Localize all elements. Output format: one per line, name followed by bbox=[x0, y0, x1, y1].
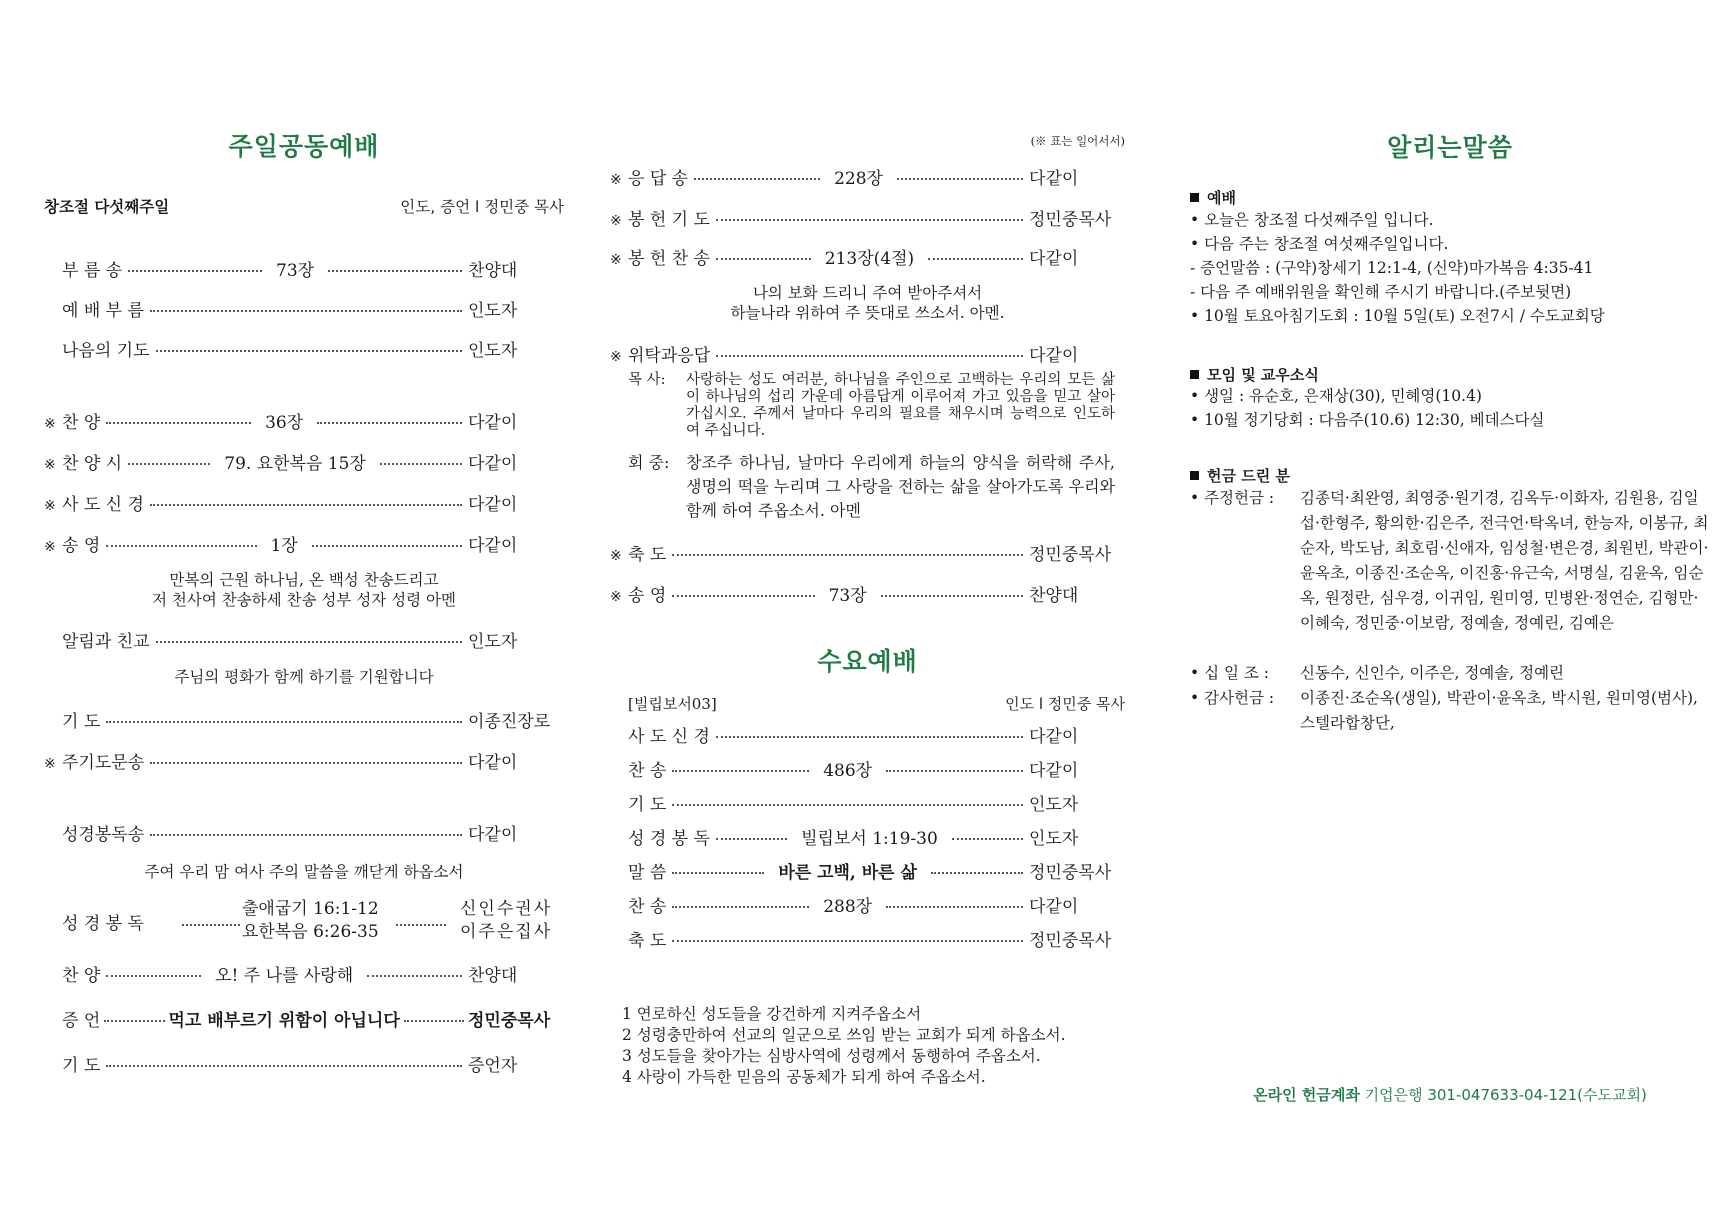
dot-leader bbox=[672, 872, 764, 874]
dot-leader bbox=[396, 924, 446, 926]
announcement-item: • 오늘은 창조절 다섯째주일 입니다. bbox=[1190, 211, 1434, 229]
announcement-item: - 다음 주 예배위원을 확인해 주시기 바랍니다.(주보뒷면) bbox=[1190, 283, 1572, 301]
order-label: 찬 양 bbox=[62, 965, 101, 986]
reading-label: 성 경 봉 독 bbox=[62, 914, 144, 934]
dot-leader bbox=[317, 422, 462, 424]
order-detail: 73장 bbox=[276, 260, 315, 281]
order-person: 인도자 bbox=[468, 340, 518, 361]
occasion: 창조절 다섯째주일 bbox=[44, 198, 170, 216]
order-label: ※ 위탁과응답 bbox=[610, 345, 711, 366]
order-label: 증 언 bbox=[62, 1010, 101, 1031]
announcement-item: • 생일 : 유순호, 은재상(30), 민혜영(10.4) bbox=[1190, 387, 1482, 405]
wednesday-header bbox=[610, 693, 1125, 714]
reader: 이주은집사 bbox=[460, 922, 553, 942]
order-label: 기 도 bbox=[62, 1055, 101, 1076]
order-person: 찬양대 bbox=[468, 965, 518, 986]
dot-leader bbox=[380, 463, 462, 465]
dot-leader bbox=[404, 1020, 464, 1022]
dot-leader bbox=[672, 804, 1023, 806]
wednesday-leader: 인도 l 정민중 목사 bbox=[1005, 695, 1125, 713]
scripture-reading-row bbox=[44, 898, 564, 944]
order-label: ※ 축 도 bbox=[610, 544, 667, 565]
order-row bbox=[610, 244, 1125, 268]
sunday-service-header bbox=[44, 195, 564, 217]
congregation-response bbox=[628, 451, 1115, 523]
order-row bbox=[44, 1006, 564, 1030]
order-row bbox=[44, 531, 564, 555]
order-label: 사 도 신 경 bbox=[628, 726, 710, 747]
offering-note bbox=[610, 283, 1125, 323]
order-person: 다같이 bbox=[468, 535, 518, 556]
order-row bbox=[44, 627, 564, 651]
order-label: 말 씀 bbox=[628, 862, 667, 883]
doxology-note bbox=[44, 570, 564, 610]
dot-leader bbox=[928, 258, 1023, 260]
wednesday-series: [빌립보서03] bbox=[628, 695, 717, 713]
dot-leader bbox=[716, 258, 811, 260]
dot-leader bbox=[106, 422, 251, 424]
order-detail: 바른 고백, 바른 삶 bbox=[778, 862, 917, 883]
order-detail: 오! 주 나를 사랑해 bbox=[215, 965, 354, 986]
order-row bbox=[44, 707, 564, 731]
congregation-key: 회 중: bbox=[628, 453, 670, 472]
order-row bbox=[610, 540, 1125, 564]
square-bullet-icon bbox=[1190, 471, 1199, 480]
order-person: 정민중목사 bbox=[468, 1010, 551, 1031]
order-detail: 먹고 배부르기 위함이 아닙니다 bbox=[168, 1010, 400, 1031]
order-row bbox=[44, 408, 564, 432]
order-row bbox=[628, 858, 1125, 882]
dot-leader bbox=[716, 736, 1023, 738]
sunday-service-title: 주일공동예배 bbox=[228, 132, 380, 161]
order-row bbox=[628, 824, 1125, 848]
order-label: ※ 송 영 bbox=[44, 535, 101, 556]
order-person: 정민중목사 bbox=[1029, 930, 1112, 951]
offering-regular bbox=[1190, 486, 1710, 686]
reading-readers bbox=[460, 898, 564, 944]
doxology-line: 만복의 근원 하나님, 온 백성 찬송드리고 bbox=[169, 571, 439, 589]
announcement-item: - 증언말씀 : (구약)창세기 12:1-4, (신약)마가복음 4:35-41 bbox=[1190, 259, 1594, 277]
order-label: ※ 봉 헌 기 도 bbox=[610, 209, 710, 230]
order-label: 예 배 부 름 bbox=[62, 300, 144, 321]
offering-names: 김종덕·최완영, 최영중·원기경, 김옥두·이화자, 김원용, 김일섭·한형주, 황의한·김은주, 전극언·탁옥녀, 한능자, 이봉규, 최순자, 박도남, 최호림·신애자, 임성철·변은경, 최원빈, 박관이·윤옥초, 이종진·조순옥, 이진홍·유근숙, 서명실, 김윤옥, 임순옥, 원정란, 심우경, 이귀임, 원미영, 민병완·정연순, 김형만·이혜숙, 정민중·이보람, 정예솔, 정예린, 김예은 bbox=[1300, 489, 1709, 632]
order-label: 찬 송 bbox=[628, 896, 667, 917]
online-account bbox=[1190, 1084, 1710, 1105]
doxology-line: 저 천사여 찬송하세 찬송 성부 성자 성령 아멘 bbox=[151, 591, 456, 609]
order-person: 증언자 bbox=[468, 1055, 518, 1076]
congregation-text: 창조주 하나님, 날마다 우리에게 하늘의 양식을 허락해 주사, 생명의 떡을 누리며 그 사랑을 전하는 삶을 살아가도록 우리와 함께 하여 주옵소서. 아멘 bbox=[686, 453, 1115, 520]
dot-leader bbox=[156, 641, 462, 643]
offering-key: • 주정헌금 : bbox=[1190, 489, 1275, 507]
dot-leader bbox=[881, 595, 1023, 597]
order-detail: 79. 요한복음 15장 bbox=[224, 453, 366, 474]
order-label: ※ 주기도문송 bbox=[44, 752, 145, 773]
meeting-heading: 모임 및 교우소식 bbox=[1190, 364, 1319, 385]
order-label: 기 도 bbox=[62, 711, 101, 732]
offering-line: 나의 보화 드리니 주여 받아주셔서 bbox=[752, 284, 983, 302]
offering-names: 이종진·조순옥(생일), 박관이·윤옥초, 박시원, 원미영(범사), 스텔라합창단, bbox=[1300, 689, 1698, 732]
order-person: 정민중목사 bbox=[1029, 544, 1112, 565]
order-row bbox=[44, 256, 564, 280]
dot-leader bbox=[150, 310, 462, 312]
dot-leader bbox=[694, 178, 820, 180]
order-person: 인도자 bbox=[1029, 794, 1079, 815]
dot-leader bbox=[182, 924, 240, 926]
dot-leader bbox=[150, 504, 462, 506]
pastor-text: 사랑하는 성도 여러분, 하나님을 주인으로 고백하는 우리의 모든 삶이 하나님의 섭리 가운데 아름답게 이루어져 가고 있음을 믿고 살아가십시오. 주께서 날마다 우리의 필요를 채우시며 능력으로 인도하여 주십니다. bbox=[686, 372, 1115, 439]
order-detail: 36장 bbox=[265, 412, 304, 433]
dot-leader bbox=[672, 770, 809, 772]
order-row bbox=[44, 748, 564, 772]
order-person: 다같이 bbox=[468, 412, 518, 433]
order-label: ※ 사 도 신 경 bbox=[44, 494, 144, 515]
order-row bbox=[610, 341, 1125, 365]
order-person: 다같이 bbox=[1029, 168, 1079, 189]
dot-leader bbox=[328, 270, 462, 272]
dot-leader bbox=[672, 940, 1023, 942]
dot-leader bbox=[716, 219, 1023, 221]
worship-items bbox=[1190, 208, 1710, 328]
order-row bbox=[628, 722, 1125, 746]
dot-leader bbox=[128, 463, 210, 465]
offering-line: 하늘나라 위하여 주 뜻대로 쓰소서. 아멘. bbox=[730, 304, 1005, 322]
order-person: 정민중목사 bbox=[1029, 862, 1112, 883]
offering-key: • 감사헌금 : bbox=[1190, 689, 1275, 707]
order-detail: 73장 bbox=[828, 585, 867, 606]
order-person: 이종진장로 bbox=[468, 711, 551, 732]
dot-leader bbox=[886, 770, 1023, 772]
order-person: 다같이 bbox=[468, 453, 518, 474]
order-detail: 빌립보서 1:19-30 bbox=[801, 828, 938, 849]
order-row bbox=[44, 336, 564, 360]
leaders: 인도, 증언 l 정민중 목사 bbox=[400, 198, 564, 216]
announcement-item: • 다음 주는 창조절 여섯째주일입니다. bbox=[1190, 235, 1449, 253]
dot-leader bbox=[672, 554, 1023, 556]
dot-leader bbox=[716, 355, 1023, 357]
order-row bbox=[44, 490, 564, 514]
order-detail: 486장 bbox=[823, 760, 873, 781]
order-person: 다같이 bbox=[468, 824, 518, 845]
announcements-title: 알리는말씀 bbox=[1387, 133, 1513, 162]
pastor-response bbox=[628, 372, 1115, 444]
order-person: 다같이 bbox=[1029, 248, 1079, 269]
order-label: 찬 송 bbox=[628, 760, 667, 781]
order-label: ※ 봉 헌 찬 송 bbox=[610, 248, 710, 269]
order-person: 다같이 bbox=[1029, 345, 1079, 366]
account-label: 온라인 헌금계좌 bbox=[1253, 1086, 1360, 1104]
prayer-item: 4 사랑이 가득한 믿음의 공동체가 되게 하여 주옵소서. bbox=[622, 1068, 986, 1086]
order-label: 성 경 봉 독 bbox=[628, 828, 710, 849]
order-row bbox=[628, 892, 1125, 916]
dot-leader bbox=[886, 906, 1023, 908]
meeting-items bbox=[1190, 384, 1710, 432]
order-detail: 228장 bbox=[834, 168, 883, 189]
order-person: 인도자 bbox=[1029, 828, 1079, 849]
order-person: 다같이 bbox=[468, 752, 518, 773]
order-row bbox=[44, 296, 564, 320]
order-person: 찬양대 bbox=[1029, 585, 1079, 606]
reader: 신인수권사 bbox=[460, 899, 553, 919]
order-person: 다같이 bbox=[1029, 726, 1079, 747]
order-person: 인도자 bbox=[468, 300, 518, 321]
order-row bbox=[44, 449, 564, 473]
order-row bbox=[628, 790, 1125, 814]
order-label: ※ 응 답 송 bbox=[610, 168, 689, 189]
square-bullet-icon bbox=[1190, 370, 1199, 379]
square-bullet-icon bbox=[1190, 193, 1199, 202]
order-row bbox=[610, 164, 1125, 188]
order-label: ※ 송 영 bbox=[610, 585, 667, 606]
dot-leader bbox=[106, 975, 201, 977]
prayer-item: 2 성령충만하여 선교의 일군으로 쓰임 받는 교회가 되게 하옵소서. bbox=[622, 1026, 1066, 1044]
peace-note: 주님의 평화가 함께 하기를 기원합니다 bbox=[174, 668, 434, 686]
dot-leader bbox=[672, 595, 814, 597]
order-row bbox=[44, 961, 564, 985]
order-person: 인도자 bbox=[468, 631, 518, 652]
pastor-key: 목 사: bbox=[628, 372, 666, 388]
announcement-item: • 10월 정기당회 : 다음주(10.6) 12:30, 베데스다실 bbox=[1190, 411, 1545, 429]
prayer-item: 3 성도들을 찾아가는 심방사역에 성령께서 동행하여 주옵소서. bbox=[622, 1047, 1041, 1065]
order-label: 성경봉독송 bbox=[62, 824, 145, 845]
dot-leader bbox=[150, 762, 462, 764]
order-label: ※ 찬 양 bbox=[44, 412, 101, 433]
dot-leader bbox=[128, 270, 262, 272]
order-row bbox=[628, 926, 1125, 950]
dot-leader bbox=[106, 545, 256, 547]
dot-leader bbox=[931, 872, 1023, 874]
offering-key: • 십 일 조 : bbox=[1190, 664, 1269, 682]
account-value: 기업은행 301-047633-04-121(수도교회) bbox=[1364, 1086, 1647, 1104]
order-label: 축 도 bbox=[628, 930, 667, 951]
prayer-list bbox=[622, 1004, 1125, 1088]
worship-heading: 예배 bbox=[1190, 187, 1236, 208]
order-row bbox=[628, 756, 1125, 780]
order-detail: 213장(4절) bbox=[824, 248, 915, 269]
order-person: 찬양대 bbox=[468, 260, 518, 281]
standing-note: (※ 표는 일어서서) bbox=[1030, 134, 1125, 148]
order-row bbox=[610, 581, 1125, 605]
announcement-item: • 10월 토요아침기도회 : 10월 5일(토) 오전7시 / 수도교회당 bbox=[1190, 307, 1605, 325]
offering-heading: 헌금 드린 분 bbox=[1190, 465, 1290, 486]
offering-names: 신동수, 신인수, 이주은, 정예솔, 정예린 bbox=[1300, 664, 1565, 682]
order-label: 알림과 친교 bbox=[62, 631, 150, 652]
reading-passages bbox=[242, 898, 422, 944]
order-person: 다같이 bbox=[1029, 896, 1079, 917]
order-row bbox=[610, 205, 1125, 229]
order-label: 기 도 bbox=[628, 794, 667, 815]
reading-passage: 출애굽기 16:1-12 bbox=[242, 899, 379, 919]
dot-leader bbox=[897, 178, 1023, 180]
order-detail: 1장 bbox=[270, 535, 298, 556]
dot-leader bbox=[672, 906, 809, 908]
dot-leader bbox=[367, 975, 462, 977]
order-person: 다같이 bbox=[468, 494, 518, 515]
order-label: 부 름 송 bbox=[62, 260, 123, 281]
dot-leader bbox=[716, 838, 787, 840]
dot-leader bbox=[312, 545, 462, 547]
dot-leader bbox=[106, 721, 462, 723]
order-detail: 288장 bbox=[823, 896, 873, 917]
wednesday-service-title: 수요예배 bbox=[817, 647, 918, 676]
dot-leader bbox=[106, 1065, 462, 1067]
prayer-item: 1 연로하신 성도들을 강건하게 지켜주옵소서 bbox=[622, 1005, 922, 1023]
order-label: 나음의 기도 bbox=[62, 340, 150, 361]
dot-leader bbox=[150, 834, 462, 836]
order-person: 정민중목사 bbox=[1029, 209, 1112, 230]
dot-leader bbox=[156, 350, 462, 352]
order-person: 다같이 bbox=[1029, 760, 1079, 781]
order-row bbox=[44, 820, 564, 844]
dot-leader bbox=[104, 1020, 164, 1022]
order-label: ※ 찬 양 시 bbox=[44, 453, 123, 474]
reading-passage: 요한복음 6:26-35 bbox=[242, 922, 379, 942]
order-row bbox=[44, 1051, 564, 1075]
scripture-note: 주여 우리 맘 여사 주의 말씀을 깨닫게 하옵소서 bbox=[144, 863, 464, 881]
dot-leader bbox=[952, 838, 1023, 840]
